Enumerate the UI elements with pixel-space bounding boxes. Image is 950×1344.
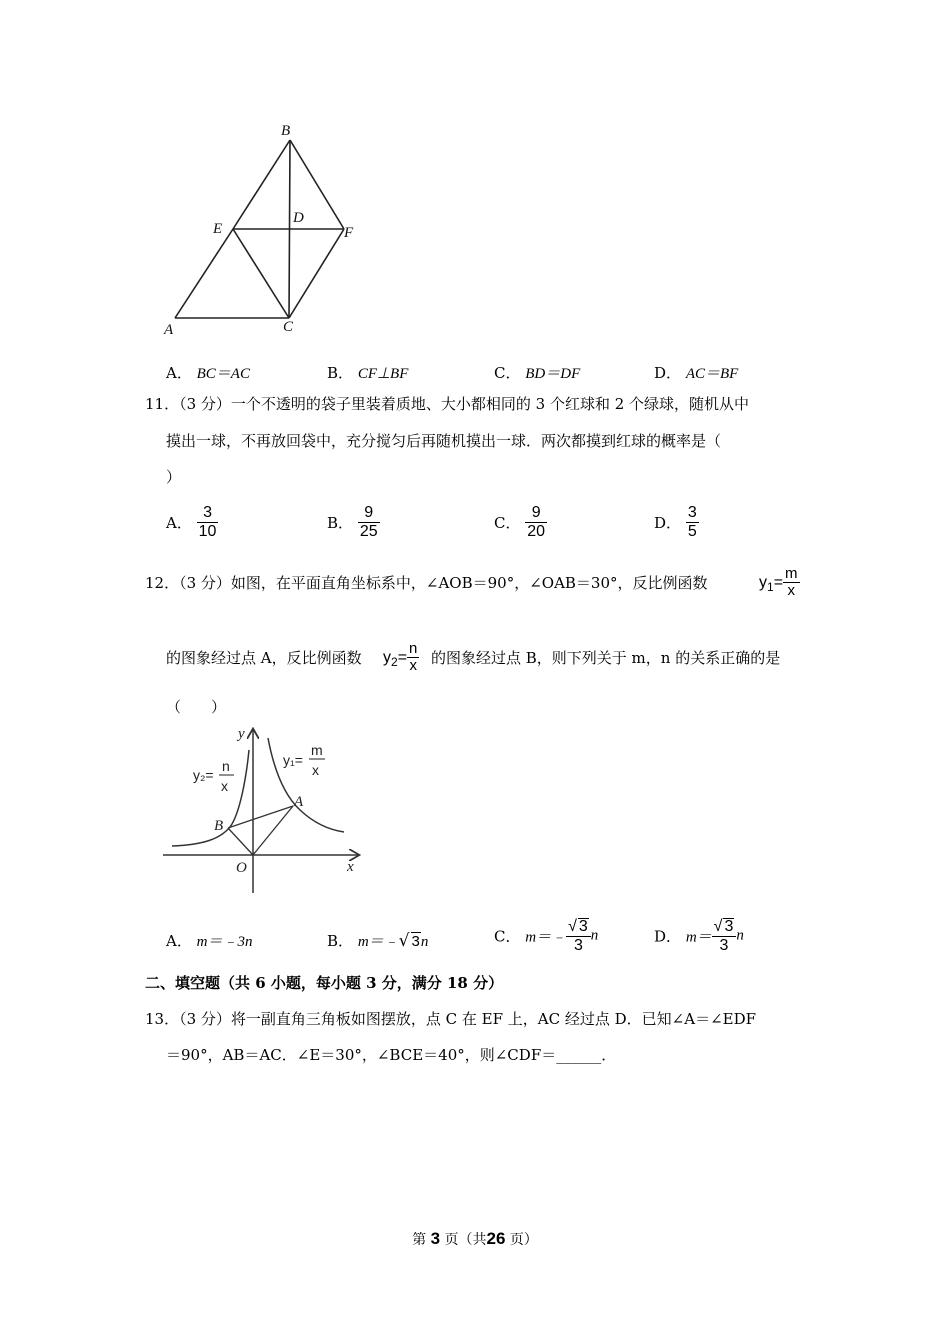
q11-option-a[interactable] — [166, 505, 218, 540]
q12-line-2 — [166, 651, 362, 666]
y1-equals: = — [773, 573, 784, 591]
q12-line-2-part-b: 的图象经过点 B，则下列关于 m，n 的关系正确的是 — [431, 649, 781, 667]
denominator: 20 — [527, 522, 546, 540]
numerator: n — [409, 640, 418, 657]
point-a-label: A — [294, 794, 304, 810]
option-letter: D． — [654, 364, 682, 382]
label-A: A — [164, 322, 174, 338]
q10-option-a[interactable] — [166, 362, 250, 383]
q12-line-2-part-a: 的图象经过点 A，反比例函数 — [166, 649, 362, 667]
numerator: 3 — [687, 504, 697, 521]
y-axis-label: y — [238, 726, 245, 742]
option-text: CF⊥BF — [357, 366, 409, 382]
option-prefix: m＝﹣ — [357, 934, 399, 950]
section-2-heading: 二、填空题（共 6 小题，每小题 3 分，满分 18 分） — [145, 974, 504, 992]
fraction — [566, 918, 591, 954]
q12-option-c[interactable] — [494, 918, 598, 954]
origin-label: O — [236, 860, 247, 876]
y1-symbol: y — [759, 573, 767, 591]
option-letter: C． — [494, 927, 521, 946]
curve-y2-num: n — [222, 758, 230, 774]
segment-OB — [228, 828, 253, 855]
numerator: 9 — [531, 504, 541, 521]
footer-middle: 页（共 — [444, 1232, 487, 1248]
option-suffix: n — [420, 934, 429, 950]
fraction — [197, 505, 219, 540]
option-letter: A． — [166, 514, 192, 533]
curve-y1-num: m — [311, 742, 323, 758]
option-text: BC＝AC — [196, 366, 250, 382]
y2-fraction — [407, 641, 419, 674]
denominator: x — [787, 581, 796, 599]
point-b-label: B — [214, 818, 224, 834]
denominator: 3 — [719, 936, 729, 954]
q11-line-3: ） — [166, 468, 182, 486]
option-prefix: m＝ — [685, 929, 712, 946]
curve-y2 — [172, 750, 249, 846]
curve-y2-label: y₂= — [193, 767, 214, 783]
segment-EC — [233, 229, 289, 318]
sqrt-symbol: √ — [568, 918, 577, 935]
q10-option-b[interactable] — [327, 362, 408, 383]
y1-subscript: 1 — [767, 580, 774, 595]
q12-y1-formula — [759, 566, 800, 599]
option-letter: C． — [494, 364, 521, 382]
q10-option-c[interactable] — [494, 362, 580, 383]
segment-FC — [289, 229, 344, 318]
denominator: x — [409, 656, 417, 674]
q12-line-3: （ ） — [166, 698, 227, 716]
denominator: 3 — [574, 936, 583, 954]
denominator: 5 — [687, 522, 697, 540]
option-letter: D． — [654, 514, 682, 533]
fraction — [525, 505, 547, 540]
y2-equals: = — [397, 648, 408, 666]
geometry-figure-1 — [150, 115, 380, 345]
fraction — [686, 505, 699, 540]
radicand: 3 — [724, 918, 734, 935]
option-text: m＝﹣3n — [196, 934, 253, 950]
q13-line-2: ＝90°，AB＝AC．∠E＝30°，∠BCE＝40°，则∠CDF＝______． — [166, 1046, 617, 1064]
option-letter: B． — [327, 932, 354, 950]
option-prefix: m＝﹣ — [525, 929, 567, 946]
q12-coordinate-graph — [160, 722, 370, 897]
label-B: B — [281, 123, 291, 139]
page-footer — [0, 1229, 950, 1249]
curve-y1 — [268, 738, 344, 832]
fraction — [358, 505, 380, 540]
label-C: C — [283, 319, 294, 335]
q12-option-b[interactable] — [327, 930, 428, 951]
option-text: AC＝BF — [685, 366, 739, 382]
option-letter: C． — [494, 514, 521, 533]
y1-fraction — [783, 566, 800, 599]
q11-option-d[interactable] — [654, 505, 699, 540]
numerator: 3 — [203, 504, 212, 521]
sqrt-symbol: √ — [713, 918, 723, 935]
option-letter: A． — [166, 932, 192, 950]
label-E: E — [213, 221, 223, 237]
q12-option-d[interactable] — [654, 918, 744, 954]
footer-prefix: 第 — [412, 1232, 427, 1248]
label-D: D — [293, 210, 304, 226]
curve-y2-den: x — [221, 778, 228, 794]
sqrt-symbol: √ — [398, 931, 410, 951]
y2-symbol: y — [383, 648, 391, 666]
q11-option-b[interactable] — [327, 505, 380, 540]
footer-page-number: 3 — [430, 1229, 441, 1248]
fraction — [712, 918, 737, 954]
segment-EA — [175, 229, 233, 318]
radicand: 3 — [578, 918, 588, 935]
label-F: F — [344, 225, 354, 241]
denominator: 10 — [198, 522, 217, 540]
denominator: 25 — [359, 522, 378, 540]
option-suffix: n — [736, 927, 744, 944]
q10-option-d[interactable] — [654, 362, 738, 383]
numerator: m — [785, 565, 798, 582]
curve-y1-label: y₁= — [283, 752, 303, 768]
q11-option-c[interactable] — [494, 505, 547, 540]
option-text: BD＝DF — [525, 366, 581, 382]
q11-line-1: 11．（3 分）一个不透明的袋子里装着质地、大小都相同的 3 个红球和 2 个绿球，随机从中 — [145, 395, 750, 413]
q12-option-a[interactable] — [166, 930, 252, 951]
option-letter: B． — [327, 364, 354, 382]
footer-total-pages: 26 — [486, 1229, 506, 1248]
y2-subscript: 2 — [391, 655, 398, 670]
q11-line-2: 摸出一球，不再放回袋中，充分搅匀后再随机摸出一球．两次都摸到红球的概率是（ — [166, 432, 722, 450]
q13-line-1: 13．（3 分）将一副直角三角板如图摆放，点 C 在 EF 上，AC 经过点 D．已知∠A＝∠EDF — [145, 1010, 757, 1028]
option-letter: D． — [654, 927, 682, 946]
q12-y2-formula — [383, 641, 419, 674]
q12-line-1: 12．（3 分）如图，在平面直角坐标系中，∠AOB＝90°，∠OAB＝30°，反比例函数 — [145, 574, 708, 592]
curve-y1-den: x — [312, 762, 319, 778]
x-axis-label: x — [347, 859, 354, 875]
option-letter: A． — [166, 364, 192, 382]
segment-BE — [233, 140, 290, 229]
radicand: 3 — [411, 933, 420, 950]
option-letter: B． — [327, 514, 354, 533]
option-suffix: n — [590, 927, 599, 944]
numerator: 9 — [364, 504, 374, 521]
footer-suffix: 页） — [509, 1232, 538, 1248]
